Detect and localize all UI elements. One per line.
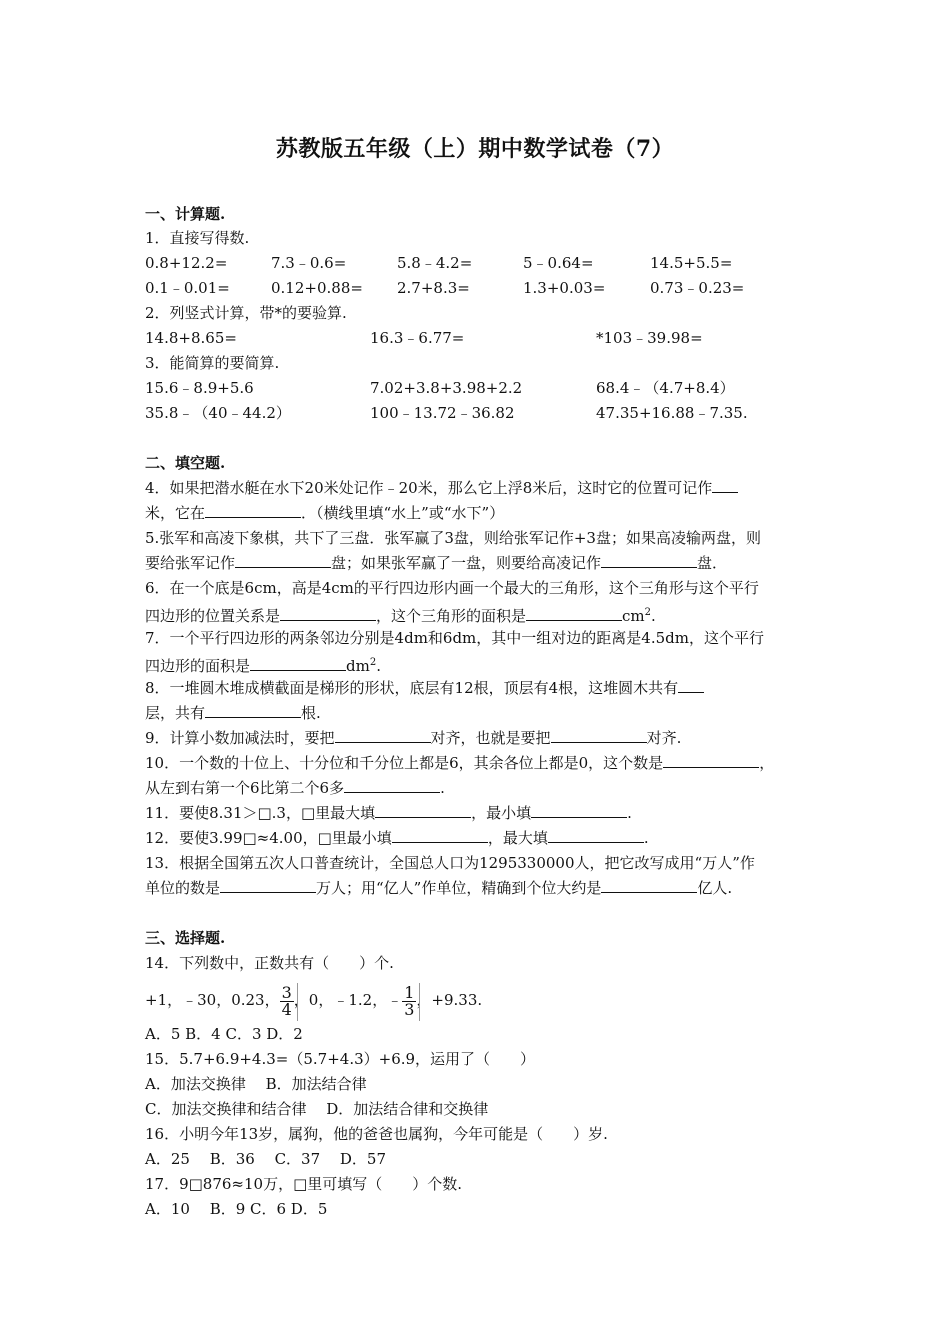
q13-text: 万人；用“亿人”作单位，精确到个位大约是 <box>316 879 602 897</box>
q2-item: *103﹣39.98= <box>596 329 703 347</box>
q1-item: 0.73﹣0.23= <box>650 279 745 297</box>
answer-blank[interactable] <box>335 728 431 743</box>
q3-item: 15.6﹣8.9+5.6 <box>145 379 254 397</box>
answer-blank[interactable] <box>663 753 759 768</box>
question-3: 3．能简算的要简算. <box>145 354 280 372</box>
q8-text: 根. <box>301 704 321 722</box>
q3-item: 7.02+3.8+3.98+2.2 <box>370 379 523 397</box>
q17-options: A．10 B．9 C．6 D．5 <box>145 1200 328 1218</box>
q11-text: 11．要使8.31＞□.3，□里最大填 <box>145 804 376 822</box>
q5-text: 要给张军记作 <box>145 554 236 572</box>
fraction-denominator: 4 <box>281 999 292 1019</box>
question-2: 2．列竖式计算，带*的要验算. <box>145 304 347 322</box>
question-10-cont <box>145 778 445 798</box>
section-1-heading: 一、计算题. <box>145 205 226 223</box>
question-1: 1．直接写得数. <box>145 229 250 247</box>
fraction-numerator: 1 <box>404 982 415 1002</box>
q11-text: ，最小填 <box>471 804 532 822</box>
q2-item: 16.3﹣6.77= <box>370 329 465 347</box>
q6-unit: cm <box>622 607 645 625</box>
question-4 <box>145 478 738 498</box>
question-9 <box>145 728 681 748</box>
answer-blank[interactable] <box>392 828 488 843</box>
page-title: 苏教版五年级（上）期中数学试卷（7） <box>275 136 675 162</box>
question-17: 17．9□876≈10万，□里可填写（ ）个数. <box>145 1175 463 1193</box>
answer-blank[interactable] <box>712 478 738 493</box>
q6-text: 四边形的位置关系是 <box>145 607 281 625</box>
q3-item: 47.35+16.88﹣7.35. <box>596 404 748 422</box>
q14-options: A．5 B．4 C．3 D．2 <box>145 1025 303 1043</box>
answer-blank[interactable] <box>205 503 301 518</box>
q1-item: 0.12+0.88= <box>271 279 363 297</box>
q11-text: . <box>627 804 632 822</box>
q1-item: 7.3﹣0.6= <box>271 254 347 272</box>
q10-text: 10．一个数的十位上、十分位和千分位上都是6，其余各位上都是0，这个数是 <box>145 754 664 772</box>
q13-text: 亿人. <box>697 879 733 897</box>
question-5: 5.张军和高凌下象棋，共下了三盘．张军赢了3盘，则给张军记作+3盘；如果高凌输两盘，则 <box>145 529 761 547</box>
q15-options-1: A．加法交换律 B．加法结合律 <box>145 1075 367 1093</box>
section-2-heading: 二、填空题. <box>145 454 226 472</box>
q12-text: ，最大填 <box>487 829 548 847</box>
question-7-cont <box>145 653 381 676</box>
q15-options-2: C．加法交换律和结合律 D．加法结合律和交换律 <box>145 1100 489 1118</box>
section-3-heading: 三、选择题. <box>145 929 226 947</box>
question-14-list <box>145 980 482 1020</box>
question-12 <box>145 828 649 848</box>
answer-blank[interactable] <box>250 656 346 671</box>
q4-text: 4．如果把潜水艇在水下20米处记作﹣20米，那么它上浮8米后，这时它的位置可记作 <box>145 479 713 497</box>
q3-item: 68.4﹣（4.7+8.4） <box>596 379 735 397</box>
answer-blank[interactable] <box>601 878 697 893</box>
q9-text: 9．计算小数加减法时，要把 <box>145 729 335 747</box>
q6-exponent: 2 <box>644 607 652 618</box>
answer-blank[interactable] <box>548 828 644 843</box>
q8-text: 层，共有 <box>145 704 206 722</box>
q6-text: . <box>651 607 656 625</box>
question-16: 16．小明今年13岁，属狗，他的爸爸也属狗，今年可能是（ ）岁. <box>145 1125 608 1143</box>
q8-text: 8．一堆圆木堆成横截面是梯形的形状，底层有12根，顶层有4根，这堆圆木共有 <box>145 679 679 697</box>
answer-blank[interactable] <box>551 728 647 743</box>
question-6-cont <box>145 603 656 626</box>
q5-text: 盘；如果张军赢了一盘，则要给高凌记作 <box>331 554 602 572</box>
answer-blank[interactable] <box>220 878 316 893</box>
q10-text: ， <box>759 754 775 772</box>
image-edge <box>297 983 298 1021</box>
q14-text: +1，﹣30，0.23， <box>145 991 280 1009</box>
answer-blank[interactable] <box>205 703 301 718</box>
question-5-cont <box>145 553 727 573</box>
fraction-one-third <box>402 982 416 1019</box>
q3-item: 100﹣13.72﹣36.82 <box>370 404 515 422</box>
question-8-cont <box>145 703 321 723</box>
q12-text: . <box>643 829 649 847</box>
q4-text: ．（横线里填“水上”或“水下”） <box>301 504 505 522</box>
q7-text: . <box>376 657 381 675</box>
question-13: 13．根据全国第五次人口普查统计，全国总人口为1295330000人，把它改写成用“万人”作 <box>145 854 755 872</box>
question-7: 7．一个平行四边形的两条邻边分别是4dm和6dm，其中一组对边的距离是4.5dm，这个平行 <box>145 629 764 647</box>
q10-text: . <box>440 779 445 797</box>
q14-text: ，+9.33. <box>416 991 483 1009</box>
answer-blank[interactable] <box>678 678 704 693</box>
question-15: 15．5.7+6.9+4.3=（5.7+4.3）+6.9，运用了（ ） <box>145 1050 536 1068</box>
fraction-denominator: 3 <box>404 999 415 1019</box>
q7-unit: dm <box>346 657 370 675</box>
q4-text: 米，它在 <box>145 504 206 522</box>
q1-item: 14.5+5.5= <box>650 254 733 272</box>
answer-blank[interactable] <box>601 553 697 568</box>
q14-text: ，0，﹣1.2，﹣ <box>293 991 403 1009</box>
q5-text: 盘． <box>697 554 728 572</box>
q1-item: 0.1﹣0.01= <box>145 279 230 297</box>
question-8 <box>145 678 704 698</box>
q1-item: 2.7+8.3= <box>397 279 470 297</box>
answer-blank[interactable] <box>375 803 471 818</box>
q9-text: 对齐. <box>646 729 682 747</box>
question-4-cont <box>145 503 504 523</box>
q10-text: 从左到右第一个6比第二个6多 <box>145 779 345 797</box>
q16-options: A．25 B．36 C．37 D．57 <box>145 1150 387 1168</box>
question-11 <box>145 803 632 823</box>
q7-exponent: 2 <box>369 657 377 668</box>
q3-item: 35.8﹣（40﹣44.2） <box>145 404 291 422</box>
q1-item: 5.8﹣4.2= <box>397 254 473 272</box>
q9-text: 对齐，也就是要把 <box>430 729 551 747</box>
question-13-cont <box>145 878 732 898</box>
question-6: 6．在一个底是6cm，高是4cm的平行四边形内画一个最大的三角形，这个三角形与这个平行 <box>145 579 759 597</box>
q13-text: 单位的数是 <box>145 879 221 897</box>
q6-text: ，这个三角形的面积是 <box>376 607 527 625</box>
answer-blank[interactable] <box>344 778 440 793</box>
question-10 <box>145 753 774 773</box>
q1-item: 1.3+0.03= <box>523 279 606 297</box>
answer-blank[interactable] <box>531 803 627 818</box>
q2-item: 14.8+8.65= <box>145 329 237 347</box>
fraction-numerator: 3 <box>281 982 292 1002</box>
answer-blank[interactable] <box>235 553 331 568</box>
answer-blank[interactable] <box>526 606 622 621</box>
image-edge <box>419 983 420 1021</box>
q1-item: 5﹣0.64= <box>523 254 594 272</box>
q1-item: 0.8+12.2= <box>145 254 228 272</box>
answer-blank[interactable] <box>280 606 376 621</box>
fraction-three-quarters <box>280 982 294 1019</box>
q12-text: 12．要使3.99□≈4.00，□里最小填 <box>145 829 392 847</box>
q7-text: 四边形的面积是 <box>145 657 251 675</box>
question-14: 14．下列数中，正数共有（ ）个. <box>145 954 394 972</box>
